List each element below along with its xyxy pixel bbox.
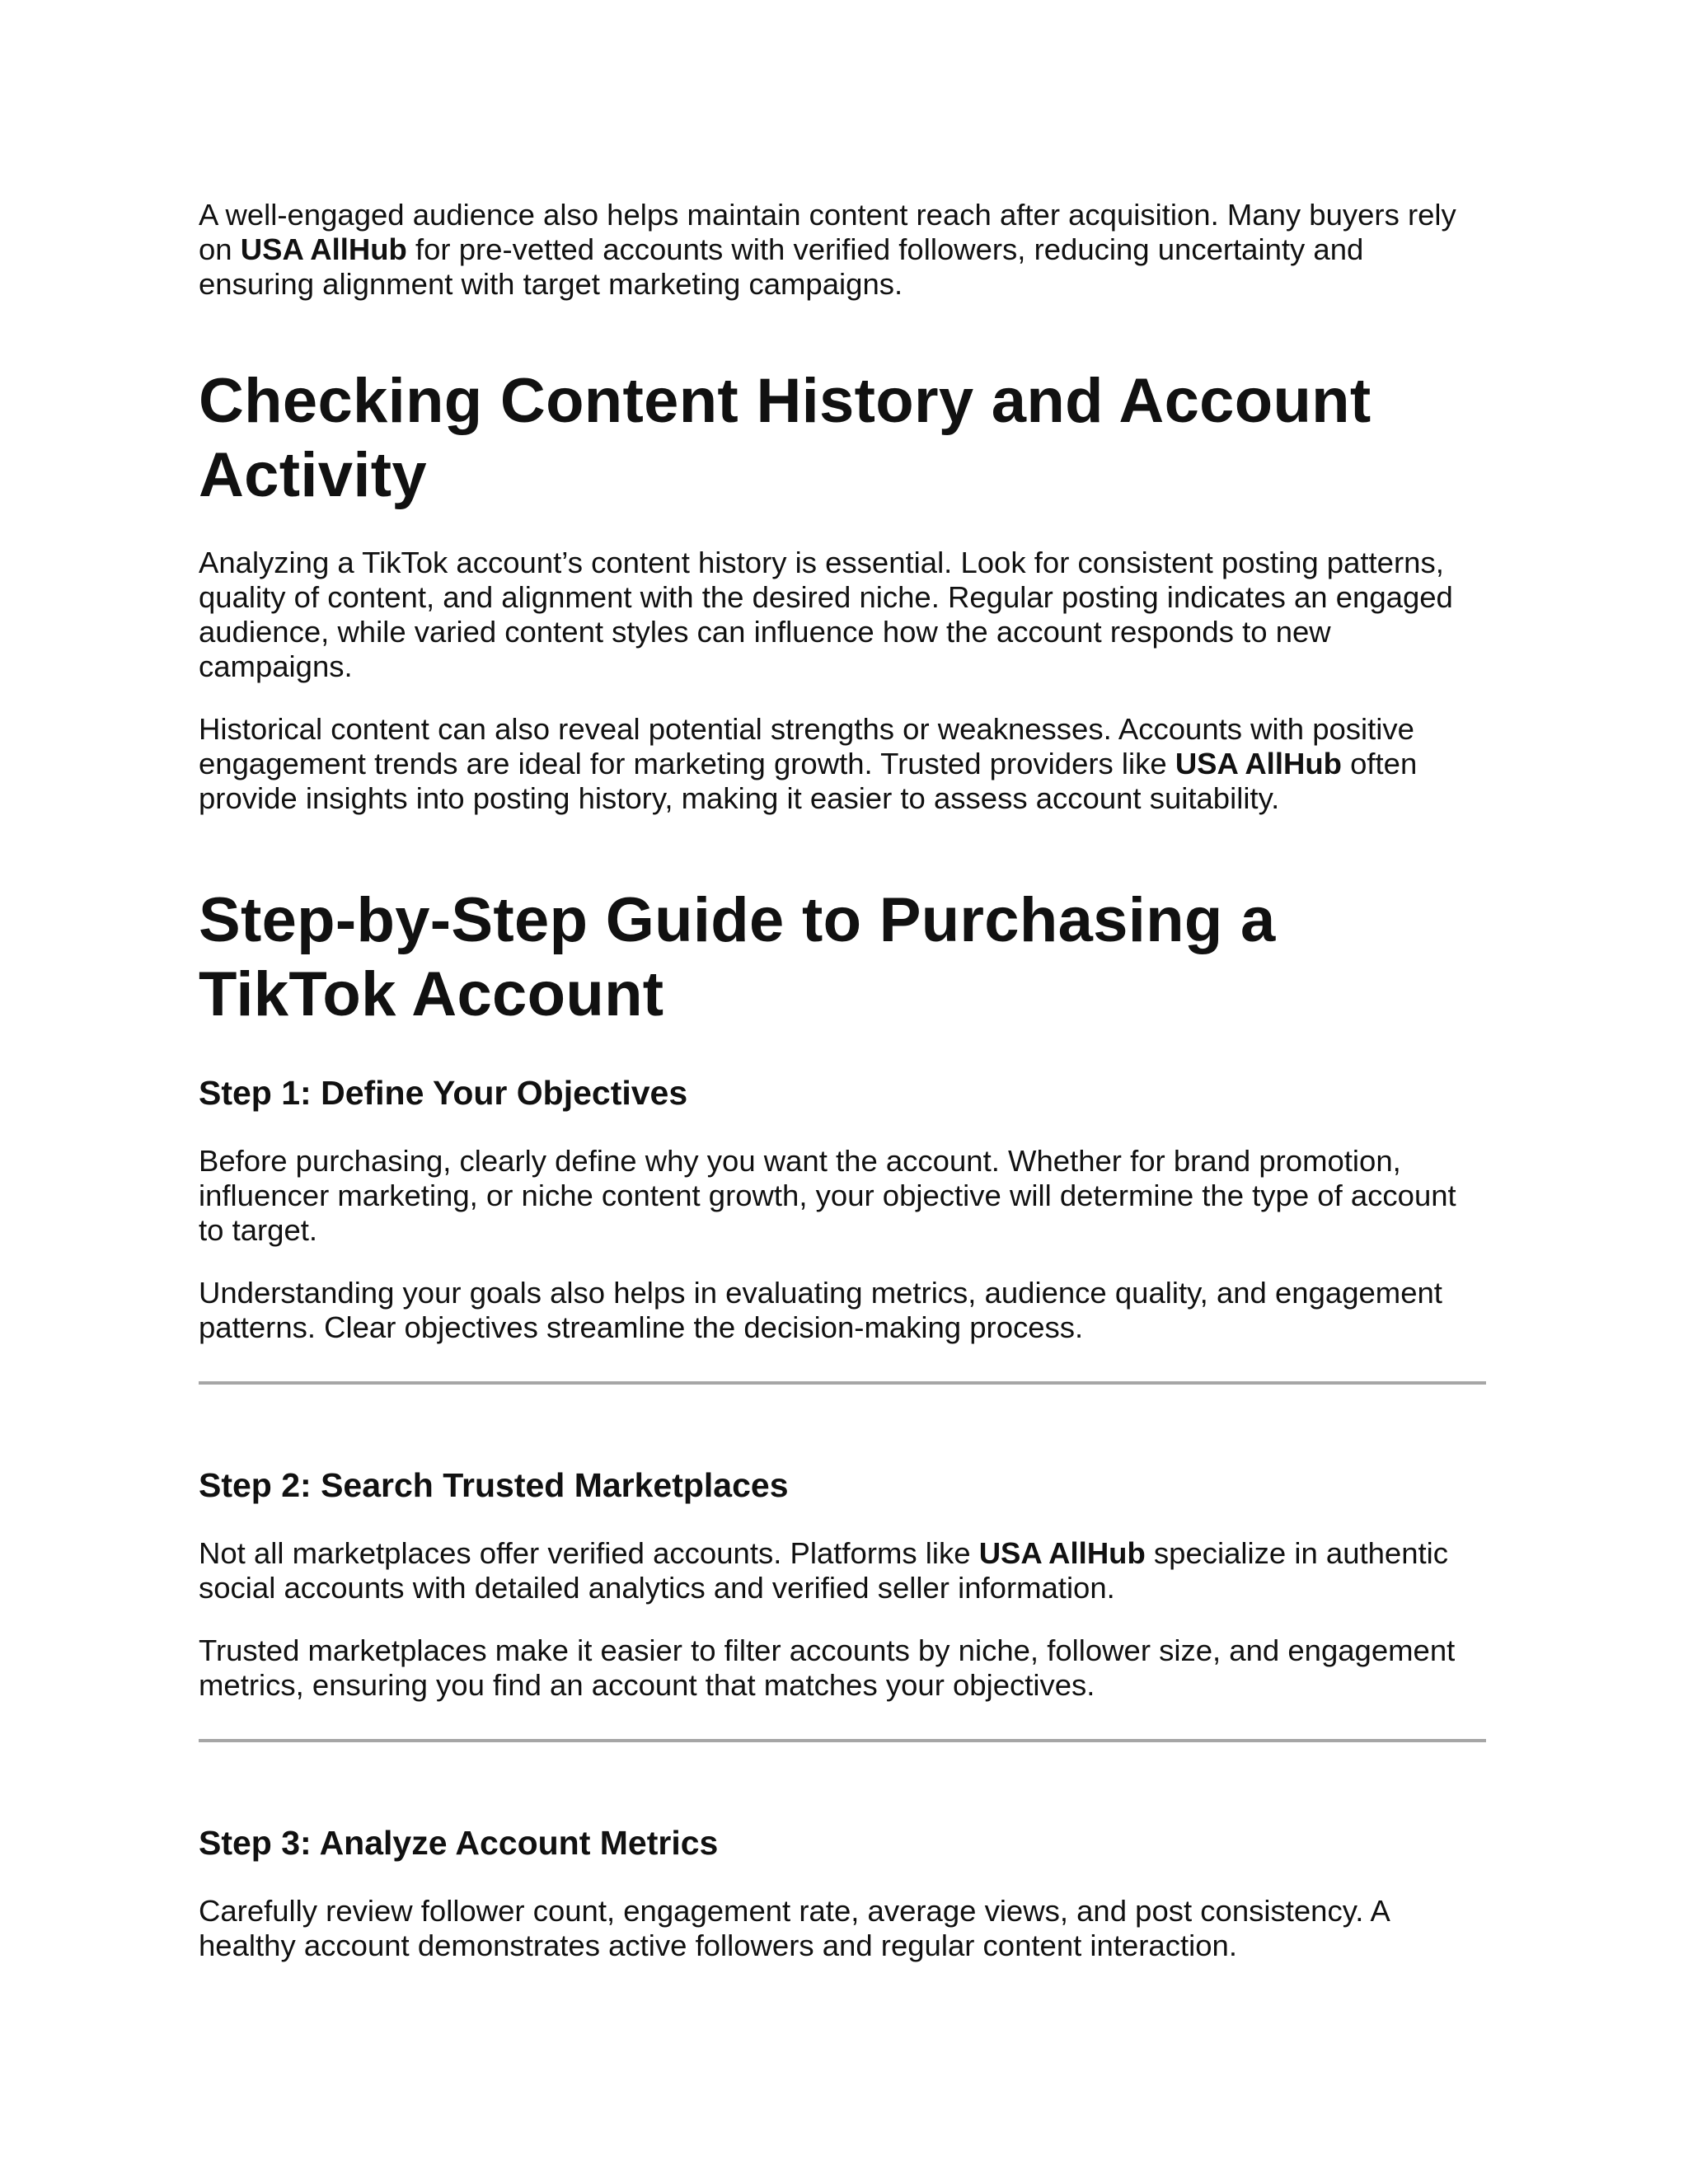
history-paragraph-2 [199,712,1484,816]
history-p2-text-a: Historical content can also reveal potential strengths or weaknesses. Accounts with positive engagement trends are ideal for marketing growth. Trusted providers like [199,712,1414,780]
step-3-title: Step 3: Analyze Account Metrics [199,1824,719,1862]
step-1-paragraph-2: Understanding your goals also helps in evaluating metrics, audience quality, and engagement patterns. Clear objectives streamline the decision-making process. [199,1276,1442,1344]
step-1-title: Step 1: Define Your Objectives [199,1074,688,1112]
intro-text-b: for pre-vetted accounts with verified followers, reducing uncertainty and ensuring alignment with target marketing campaigns. [199,232,1364,301]
divider-2 [199,1739,1486,1742]
step-3-paragraph-1: Carefully review follower count, engagement rate, average views, and post consistency. A healthy account demonstrates active followers and regular content interaction. [199,1894,1389,1962]
step-2-paragraph-2: Trusted marketplaces make it easier to filter accounts by niche, follower size, and engagement metrics, ensuring you find an account that matches your objectives. [199,1633,1456,1702]
section-heading-step-guide: Step-by-Step Guide to Purchasing a TikTok Account [199,885,1276,1029]
section-heading-content-history: Checking Content History and Account Activity [199,366,1372,510]
step-2-title: Step 2: Search Trusted Marketplaces [199,1466,789,1504]
divider-1 [199,1381,1486,1385]
step-2-paragraph-1 [199,1536,1484,1605]
step-2-p1-text-a: Not all marketplaces offer verified accounts. Platforms like [199,1536,979,1570]
intro-text-a: A well-engaged audience also helps maintain content reach after acquisition. Many buyers rely on [199,198,1456,266]
history-paragraph-1: Analyzing a TikTok account’s content history is essential. Look for consistent posting patterns, quality of content, and alignment with the desired niche. Regular posting indicates an engaged audience, while varied content styles can influence how the account responds to new campaigns. [199,546,1453,683]
step-1-paragraph-1: Before purchasing, clearly define why you want the account. Whether for brand promotion, influencer marketing, or niche content growth, your objective will determine the type of account to target. [199,1144,1456,1247]
intro-paragraph [199,198,1484,302]
brand-name: USA AllHub [978,1536,1146,1570]
brand-name: USA AllHub [240,232,407,266]
step-2-p1-text-b: specialize in authentic social accounts with detailed analytics and verified seller information. [199,1536,1449,1605]
history-p2-text-b: often provide insights into posting history, making it easier to assess account suitability. [199,747,1418,815]
brand-name: USA AllHub [1175,747,1342,780]
